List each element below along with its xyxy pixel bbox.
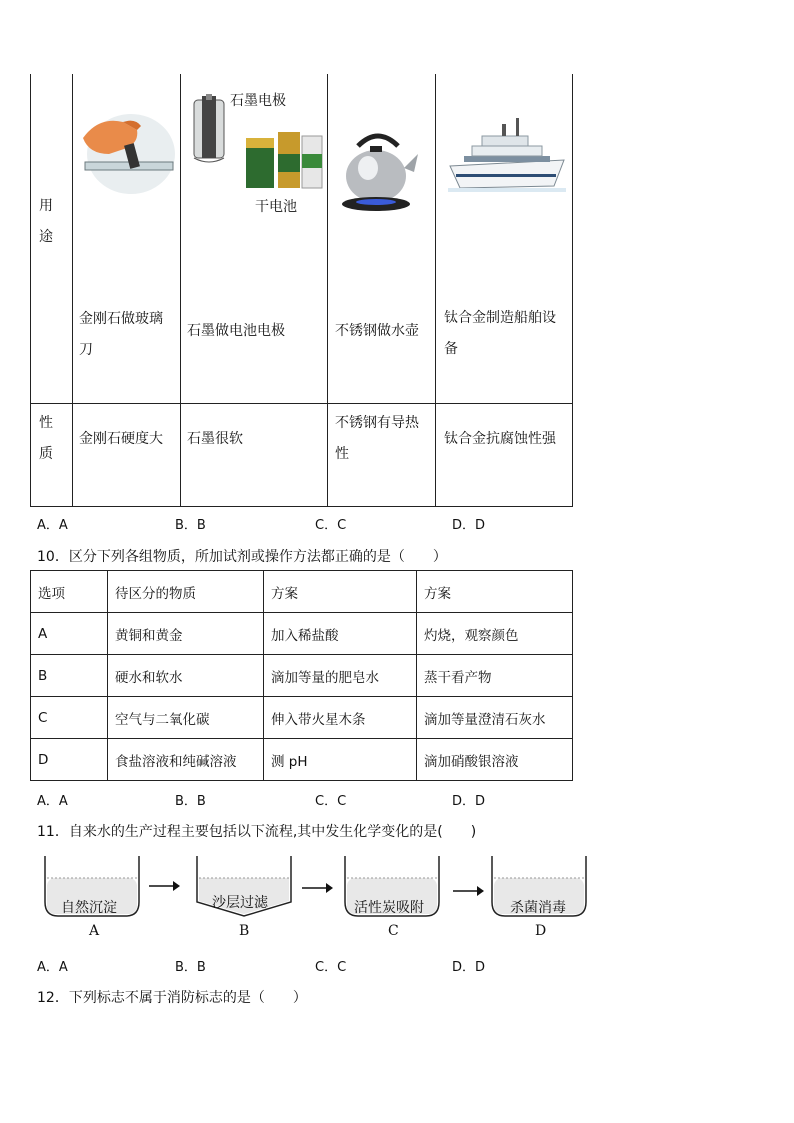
arrow-right-icon — [453, 884, 485, 898]
table-cell: C — [31, 697, 108, 739]
q11-stem: 11．自来水的生产过程主要包括以下流程,其中发生化学变化的是( ) — [37, 824, 477, 840]
q10-stem: 10．区分下列各组物质，所加试剂或操作方法都正确的是（ ） — [37, 549, 447, 565]
table-border — [72, 74, 73, 507]
step-letter: D — [535, 923, 547, 939]
choice-c[interactable]: C．C — [315, 960, 347, 975]
table-cell: 空气与二氧化碳 — [108, 697, 264, 739]
table-border — [30, 506, 573, 507]
table-cell: 加入稀盐酸 — [264, 613, 417, 655]
table-border — [180, 74, 181, 507]
table-header-row — [31, 571, 573, 613]
graphite-electrode-label: 石墨电极 — [230, 93, 286, 109]
table-border — [572, 74, 573, 507]
dry-battery-label: 干电池 — [255, 199, 297, 215]
use-text: 石墨做电池电极 — [187, 323, 285, 339]
property-text: 金刚石硬度大 — [79, 431, 163, 447]
choice-a[interactable]: A．A — [37, 960, 68, 975]
choice-b[interactable]: B．B — [175, 518, 206, 533]
header-cell: 待区分的物质 — [108, 571, 264, 613]
table-border — [30, 74, 31, 507]
property-text: 钛合金抗腐蚀性强 — [444, 431, 556, 447]
choice-c[interactable]: C．C — [315, 794, 347, 809]
table-cell: 蒸干看产物 — [417, 655, 573, 697]
choice-d[interactable]: D．D — [452, 794, 486, 809]
header-cell: 方案 — [417, 571, 573, 613]
table-cell: 测 pH — [264, 739, 417, 781]
table-cell: 硬水和软水 — [108, 655, 264, 697]
table-cell: A — [31, 613, 108, 655]
step-letter: A — [89, 923, 100, 939]
q10-table — [30, 570, 573, 781]
step-label: 沙层过滤 — [212, 895, 268, 911]
table-cell: D — [31, 739, 108, 781]
use-text: 不锈钢做水壶 — [335, 323, 419, 339]
step-label: 活性炭吸附 — [354, 900, 424, 916]
use-text: 钛合金制造船舶设 备 — [444, 310, 556, 357]
table-border — [435, 74, 436, 507]
step-label: 自然沉淀 — [61, 900, 117, 916]
step-letter: B — [239, 923, 250, 939]
choice-a[interactable]: A．A — [37, 794, 68, 809]
choice-b[interactable]: B．B — [175, 960, 206, 975]
table-cell: B — [31, 655, 108, 697]
table-border — [30, 403, 573, 404]
choice-a[interactable]: A．A — [37, 518, 68, 533]
property-text: 不锈钢有导热 性 — [335, 415, 419, 462]
choice-d[interactable]: D．D — [452, 518, 486, 533]
arrow-right-icon — [302, 881, 334, 895]
table-cell: 滴加等量澄清石灰水 — [417, 697, 573, 739]
row-header-property: 性 质 — [39, 415, 53, 462]
q12-stem: 12．下列标志不属于消防标志的是（ ） — [37, 990, 307, 1006]
table-row — [31, 655, 573, 697]
choice-b[interactable]: B．B — [175, 794, 206, 809]
step-label: 杀菌消毒 — [510, 900, 566, 916]
property-text: 石墨很软 — [187, 431, 243, 447]
table-row — [31, 697, 573, 739]
table-row — [31, 739, 573, 781]
choice-d[interactable]: D．D — [452, 960, 486, 975]
table-cell: 伸入带火星木条 — [264, 697, 417, 739]
table-row — [31, 613, 573, 655]
cruise-ship-image — [446, 116, 568, 194]
table-cell: 滴加等量的肥皂水 — [264, 655, 417, 697]
arrow-right-icon — [149, 879, 181, 893]
table-cell: 黄铜和黄金 — [108, 613, 264, 655]
table-cell: 食盐溶液和纯碱溶液 — [108, 739, 264, 781]
row-header-use: 用 途 — [39, 198, 53, 245]
table-cell: 滴加硝酸银溶液 — [417, 739, 573, 781]
header-cell: 方案 — [264, 571, 417, 613]
choice-c[interactable]: C．C — [315, 518, 347, 533]
uses-properties-table — [30, 74, 573, 507]
diamond-glass-cutter-image — [79, 108, 175, 198]
use-text: 金刚石做玻璃 刀 — [79, 311, 163, 358]
header-cell: 选项 — [31, 571, 108, 613]
stainless-kettle-image — [338, 124, 420, 216]
table-cell: 灼烧，观察颜色 — [417, 613, 573, 655]
step-letter: C — [388, 923, 399, 939]
